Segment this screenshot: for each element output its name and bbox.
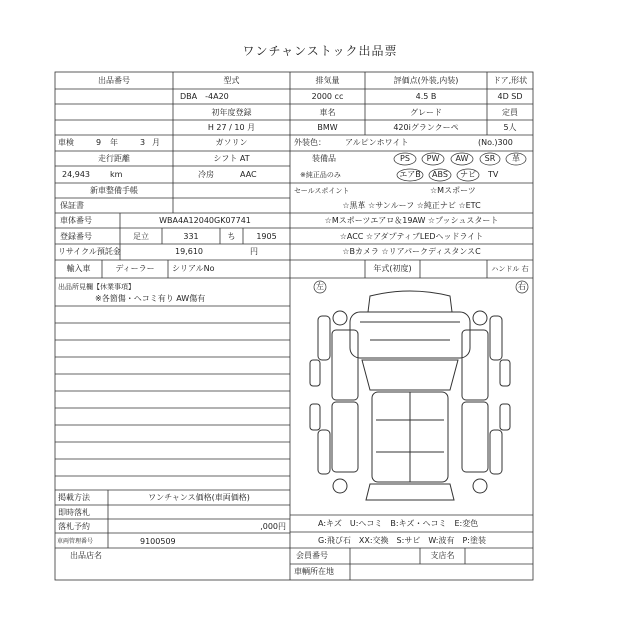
branch-label: 支店名 <box>430 551 455 560</box>
plate-class: 331 <box>183 232 199 241</box>
chassis-value: WBA4A12040GK07741 <box>159 216 251 225</box>
serial-label: シリアルNo <box>172 264 215 273</box>
model-value: DBA -4A20 <box>180 92 229 101</box>
car-diagram <box>310 291 510 500</box>
notes-line-1: ※各箇傷・ヘコミ有り AW傷有 <box>95 294 206 303</box>
lot-number-label: 出品番号 <box>98 76 130 85</box>
recycle-unit: 円 <box>250 247 258 256</box>
equip-airbag: エアB <box>399 170 421 179</box>
chassis-label: 車体番号 <box>60 216 92 225</box>
mgmt-value: 9100509 <box>140 537 176 546</box>
shift-label: シフト AT <box>213 154 250 163</box>
instant-label: 即時落札 <box>58 508 90 517</box>
page-title: ワンチャンストック出品票 <box>242 44 398 58</box>
sales-point-4: ☆ACC ☆アダプティブLEDヘッドライト <box>339 232 484 241</box>
door-label: ドア,形状 <box>492 76 528 85</box>
equip-leather: 革 <box>512 154 520 163</box>
equipment-label: 装備品 <box>312 154 336 163</box>
equip-sr: SR <box>484 154 496 163</box>
model-year-label: 年式(初度) <box>373 264 412 273</box>
equip-ps: PS <box>400 154 410 163</box>
reserve-label: 落札予約 <box>58 522 90 531</box>
method-label: 掲載方法 <box>58 493 90 502</box>
mileage-unit: km <box>110 170 123 179</box>
first-reg-value: H 27 / 10 月 <box>207 123 256 132</box>
notes-label: 出品所見欄【休業事項】 <box>58 283 135 291</box>
fuel-type: ガソリン <box>215 138 248 147</box>
color-value: アルピンホワイト <box>345 138 409 147</box>
reserve-value: ,000円 <box>260 522 286 531</box>
recycle-label: リサイクル預託金 <box>58 247 121 256</box>
right-marker: 右 <box>518 282 526 291</box>
plate-number: 1905 <box>256 232 277 241</box>
equip-aw: AW <box>455 154 469 163</box>
warranty-label: 保証書 <box>60 201 84 210</box>
displacement-label: 排気量 <box>315 76 340 85</box>
inspection-label: 車検 <box>58 138 74 147</box>
grade-value: 420iグランクーペ <box>393 123 459 132</box>
sales-points-label: セールスポイント <box>294 187 350 195</box>
plate-label: 登録番号 <box>60 232 92 241</box>
new-car-warranty: 新車整備手帳 <box>90 186 138 195</box>
legend-row-1: A:キズ U:ヘコミ B:キズ・ヘコミ E:変色 <box>318 519 479 528</box>
capacity-label: 定員 <box>502 108 518 117</box>
inspection-month: 3 <box>140 138 146 147</box>
ac-label: 冷房 <box>198 170 214 179</box>
equip-abs: ABS <box>432 170 448 179</box>
mileage-label: 走行距離 <box>98 154 130 163</box>
sales-point-2: ☆黒革 ☆サンルーフ ☆純正ナビ ☆ETC <box>342 201 481 210</box>
equip-pw: PW <box>426 154 440 163</box>
recycle-value: 19,610 <box>175 247 203 256</box>
score-label: 評価点(外装,内装) <box>393 76 459 85</box>
maker-label: 車名 <box>319 108 336 117</box>
inspection-year: 9 <box>96 138 102 147</box>
equip-tv: TV <box>488 170 499 179</box>
left-marker: 左 <box>316 282 324 291</box>
plate-area: 足立 <box>133 232 149 241</box>
grade-label: グレード <box>410 108 442 117</box>
ac-value: AAC <box>240 170 257 179</box>
color-number: (No.)300 <box>478 138 513 147</box>
dealer-label: ディーラー <box>115 264 155 273</box>
mileage-value: 24,943 <box>62 170 90 179</box>
import-label: 輸入車 <box>66 264 91 273</box>
legend-row-2: G:飛び石 XX:交換 S:サビ W:波有 P:塗装 <box>318 536 486 545</box>
displacement-value: 2000 cc <box>311 92 344 101</box>
color-label: 外装色： <box>294 138 326 147</box>
sales-point-5: ☆Bカメラ ☆リアパークディスタンスC <box>342 247 481 256</box>
capacity-value: 5人 <box>503 123 517 132</box>
door-value: 4D SD <box>497 92 523 101</box>
model-label: 型式 <box>223 76 240 85</box>
retrofit-label: ※純正品のみ <box>300 171 341 179</box>
storage-label: 車輌所在地 <box>294 567 334 576</box>
sales-point-1: ☆Mスポーツ <box>430 186 476 195</box>
sales-point-3: ☆Mスポーツエアロ＆19AW ☆プッシュスタート <box>324 216 499 225</box>
year-unit: 年 <box>110 138 118 147</box>
handle-label: ハンドル 右 <box>491 265 529 273</box>
method-value: ワンチャンス価格(車両価格) <box>148 493 250 502</box>
maker-value: BMW <box>317 123 338 132</box>
month-unit: 月 <box>152 138 160 147</box>
member-label: 会員番号 <box>296 551 328 560</box>
score-value: 4.5 B <box>415 92 437 101</box>
equip-navi: ナビ <box>460 170 476 179</box>
exhibitor-label: 出品店名 <box>70 551 102 560</box>
plate-kana: ち <box>227 232 236 241</box>
mgmt-label: 車両管理番号 <box>57 538 94 545</box>
first-reg-label: 初年度登録 <box>211 108 252 117</box>
